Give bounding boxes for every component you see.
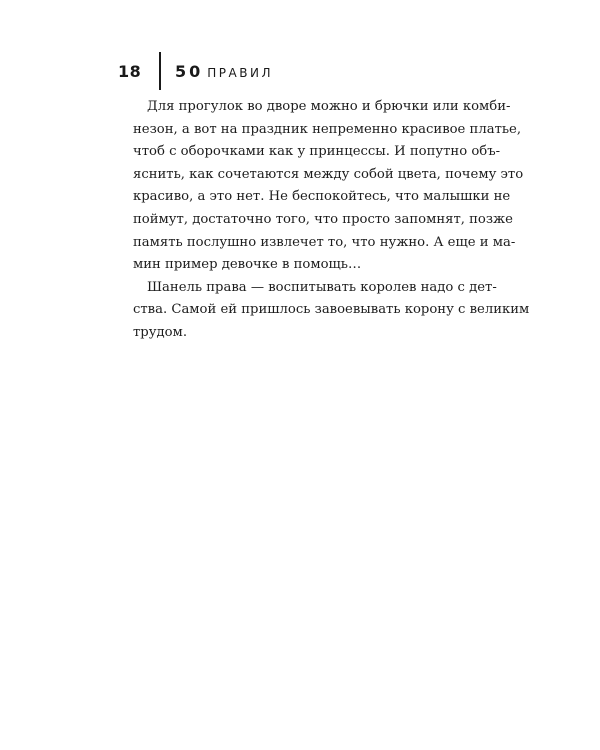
running-title-word: ПРАВИЛ xyxy=(207,66,273,80)
page-number: 18 xyxy=(118,62,142,81)
text-line: красиво, а это нет. Не беспокойтесь, что малышки не xyxy=(133,189,511,205)
text-line: ства. Самой ей пришлось завоевывать корону с великим xyxy=(133,302,530,318)
text-line: незон, а вот на праздник непременно красивое платье, xyxy=(133,121,522,137)
header-divider xyxy=(159,52,161,90)
text-line: яснить, как сочетаются между собой цвета, почему это xyxy=(133,166,524,182)
text-line: Для прогулок во дворе можно и брючки или комби- xyxy=(147,99,511,114)
running-title-number: 50 xyxy=(175,62,204,81)
text-line: трудом. xyxy=(133,324,188,340)
text-line: мин пример девочке в помощь… xyxy=(133,257,362,273)
text-line: поймут, достаточно того, что просто запомнят, позже xyxy=(133,211,513,227)
paragraph-2 xyxy=(133,277,530,345)
paragraph-1 xyxy=(133,96,524,277)
body-text xyxy=(133,96,530,345)
running-title xyxy=(175,62,273,81)
text-line: память послушно извлечет то, что нужно. А еще и ма- xyxy=(133,234,516,250)
text-line: Шанель права — воспитывать королев надо с дет- xyxy=(147,279,497,295)
text-line: чтоб с оборочками как у принцессы. И попутно объ- xyxy=(133,144,501,160)
